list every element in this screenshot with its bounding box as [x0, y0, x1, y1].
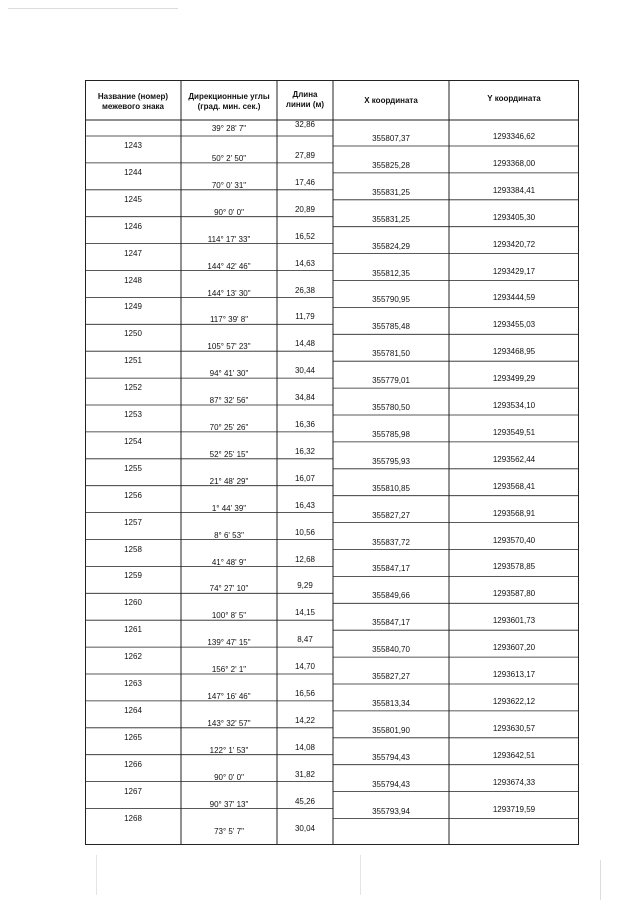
- header-length: Длина линии (м): [285, 90, 325, 109]
- x-coordinate: 355779,01: [372, 376, 410, 386]
- direction-angle: 144° 13' 30": [207, 288, 251, 298]
- y-coordinate: 1293630,57: [492, 723, 536, 733]
- line-length: 16,43: [294, 500, 316, 510]
- x-coordinate: 355827,27: [372, 510, 410, 520]
- line-length: 31,82: [294, 769, 316, 779]
- line-length: 30,04: [294, 823, 316, 833]
- direction-angle: 70° 25' 26": [209, 423, 249, 432]
- direction-angle: 139° 47' 15": [207, 638, 251, 648]
- y-coordinate: 1293562,44: [492, 454, 536, 464]
- line-length: 14,15: [294, 608, 316, 618]
- first-angle: 39° 28' 7": [211, 124, 247, 133]
- line-length: 16,07: [294, 473, 316, 483]
- line-length: 26,38: [294, 285, 316, 295]
- line-length: 45,26: [294, 796, 316, 806]
- y-coordinate: 1293587,80: [492, 589, 536, 599]
- line-length: 20,89: [294, 204, 316, 214]
- y-coordinate: 1293613,17: [492, 670, 536, 679]
- y-coordinate: 1293568,41: [492, 481, 536, 491]
- x-coordinate: 355831,25: [372, 214, 410, 224]
- point-name: 1255: [124, 463, 142, 473]
- y-coordinate: 1293368,00: [492, 158, 536, 168]
- header-angles: Дирекционные углы (град. мин. сек.): [188, 92, 270, 111]
- direction-angle: 41° 48' 9": [211, 557, 247, 567]
- line-length: 8,47: [297, 635, 313, 645]
- direction-angle: 21° 48' 29": [209, 476, 249, 486]
- line-length: 16,32: [294, 446, 316, 456]
- point-name: 1246: [124, 221, 142, 231]
- line-length: 16,52: [294, 231, 316, 241]
- line-length: 27,89: [294, 151, 316, 160]
- y-coordinate: 1293622,12: [492, 696, 536, 706]
- direction-angle: 90° 37' 13": [209, 799, 249, 809]
- coordinates-table: [85, 80, 579, 845]
- line-length: 11,79: [295, 312, 315, 322]
- x-coordinate: 355785,98: [372, 429, 410, 439]
- direction-angle: 122° 1' 53": [209, 745, 249, 755]
- y-coordinate: 1293534,10: [492, 401, 536, 410]
- x-coordinate: 355794,43: [372, 779, 410, 789]
- point-name: 1258: [124, 544, 142, 554]
- point-name: 1261: [124, 625, 142, 635]
- line-length: 17,46: [294, 177, 316, 187]
- y-coordinate: 1293607,20: [492, 643, 536, 653]
- y-coordinate: 1293405,30: [492, 212, 536, 222]
- x-coordinate: 355793,94: [372, 806, 410, 816]
- direction-angle: 117° 39' 8": [209, 315, 249, 325]
- point-name: 1256: [124, 490, 142, 500]
- header-x: X координата: [364, 96, 418, 105]
- direction-angle: 70° 0' 31": [211, 180, 247, 190]
- x-coordinate: 355812,35: [372, 268, 410, 278]
- line-length: 14,70: [294, 662, 316, 672]
- line-length: 9,29: [297, 581, 313, 591]
- y-coordinate: 1293444,59: [492, 293, 536, 303]
- x-coordinate: 355790,95: [372, 295, 410, 305]
- line-length: 12,68: [294, 554, 316, 564]
- direction-angle: 90° 0' 0": [214, 772, 244, 782]
- x-coordinate: 355847,17: [372, 618, 410, 628]
- point-name: 1252: [124, 383, 142, 393]
- x-coordinate: 355837,72: [372, 537, 410, 547]
- point-name: 1251: [124, 356, 142, 366]
- y-coordinate: 1293578,85: [492, 562, 536, 572]
- x-coordinate: 355794,43: [372, 752, 410, 762]
- direction-angle: 52° 25' 15": [209, 449, 249, 459]
- point-name: 1259: [124, 571, 142, 581]
- y-coordinate: 1293455,03: [492, 320, 536, 330]
- point-name: 1262: [124, 652, 142, 662]
- line-length: 14,48: [294, 339, 316, 349]
- header-name: Название (номер) межевого знака: [97, 92, 169, 111]
- point-name: 1265: [124, 732, 142, 742]
- point-name: 1250: [124, 329, 142, 339]
- direction-angle: 8° 6' 53": [214, 530, 244, 540]
- x-coordinate: 355795,93: [372, 456, 410, 466]
- y-coordinate: 1293420,72: [492, 239, 536, 249]
- x-coordinate: 355824,29: [372, 241, 410, 251]
- y-coordinate: 1293719,59: [492, 804, 536, 814]
- direction-angle: 1° 44' 39": [211, 503, 247, 513]
- direction-angle: 90° 0' 0": [214, 207, 244, 217]
- direction-angle: 114° 17' 33": [207, 234, 251, 244]
- line-length: 14,63: [294, 258, 316, 268]
- line-length: 16,36: [294, 420, 316, 429]
- first-length: 32,86: [294, 120, 316, 129]
- y-coordinate: 1293642,51: [492, 750, 536, 760]
- x-coordinate: 355840,70: [372, 645, 410, 655]
- direction-angle: 156° 2' 1": [211, 665, 247, 675]
- x-coordinate: 355781,50: [372, 349, 410, 359]
- x-coordinate: 355780,50: [372, 403, 410, 412]
- direction-angle: 144° 42' 46": [207, 261, 251, 271]
- x-coordinate: 355801,90: [372, 725, 410, 735]
- point-name: 1266: [124, 759, 142, 769]
- line-length: 10,56: [294, 527, 316, 537]
- direction-angle: 74° 27' 10": [209, 584, 249, 594]
- y-coordinate: 1293429,17: [492, 266, 536, 276]
- y-coordinate: 1293549,51: [492, 427, 536, 437]
- direction-angle: 50° 2' 50": [211, 154, 247, 163]
- line-length: 14,22: [294, 715, 316, 725]
- x-coordinate: 355825,28: [372, 160, 410, 170]
- point-name: 1267: [124, 786, 142, 796]
- line-length: 34,84: [294, 393, 316, 403]
- y-coordinate: 1293674,33: [492, 777, 536, 787]
- header-y: Y координата: [487, 94, 541, 103]
- point-name: 1260: [124, 598, 142, 608]
- point-name: 1254: [124, 436, 142, 446]
- y-coordinate: 1293570,40: [492, 535, 536, 545]
- point-name: 1264: [124, 705, 142, 715]
- line-length: 14,08: [294, 742, 316, 752]
- x-coordinate: 355847,17: [372, 564, 410, 574]
- line-length: 30,44: [294, 366, 316, 376]
- x-coordinate: 355849,66: [372, 591, 410, 601]
- point-name: 1253: [124, 410, 142, 419]
- point-name: 1268: [124, 813, 142, 823]
- point-name: 1245: [124, 194, 142, 204]
- x-coordinate: 355807,37: [372, 134, 410, 143]
- x-coordinate: 355831,25: [372, 187, 410, 197]
- x-coordinate: 355785,48: [372, 322, 410, 332]
- point-name: 1257: [124, 517, 142, 527]
- direction-angle: 100° 8' 5": [211, 611, 247, 621]
- point-name: 1248: [124, 275, 142, 285]
- direction-angle: 87° 32' 56": [209, 396, 249, 406]
- direction-angle: 94° 41' 30": [209, 369, 249, 379]
- x-coordinate: 355813,34: [372, 698, 410, 708]
- point-name: 1243: [124, 141, 142, 150]
- x-coordinate: 355827,27: [372, 672, 410, 681]
- point-name: 1244: [124, 167, 142, 177]
- y-coordinate: 1293384,41: [492, 185, 536, 195]
- direction-angle: 147° 16' 46": [207, 692, 251, 701]
- point-name: 1247: [124, 248, 142, 258]
- y-coordinate: 1293468,95: [492, 347, 536, 357]
- point-name: 1249: [124, 302, 142, 312]
- y-coordinate: 1293601,73: [492, 616, 536, 626]
- direction-angle: 73° 5' 7": [214, 826, 244, 836]
- direction-angle: 105° 57' 23": [207, 342, 251, 352]
- direction-angle: 143° 32' 57": [207, 718, 251, 728]
- y-coordinate: 1293499,29: [492, 374, 536, 384]
- y-coordinate: 1293568,91: [492, 508, 536, 518]
- point-name: 1263: [124, 679, 142, 688]
- line-length: 16,56: [294, 689, 316, 698]
- x-coordinate: 355810,85: [372, 483, 410, 493]
- y-coordinate: 1293346,62: [492, 132, 536, 141]
